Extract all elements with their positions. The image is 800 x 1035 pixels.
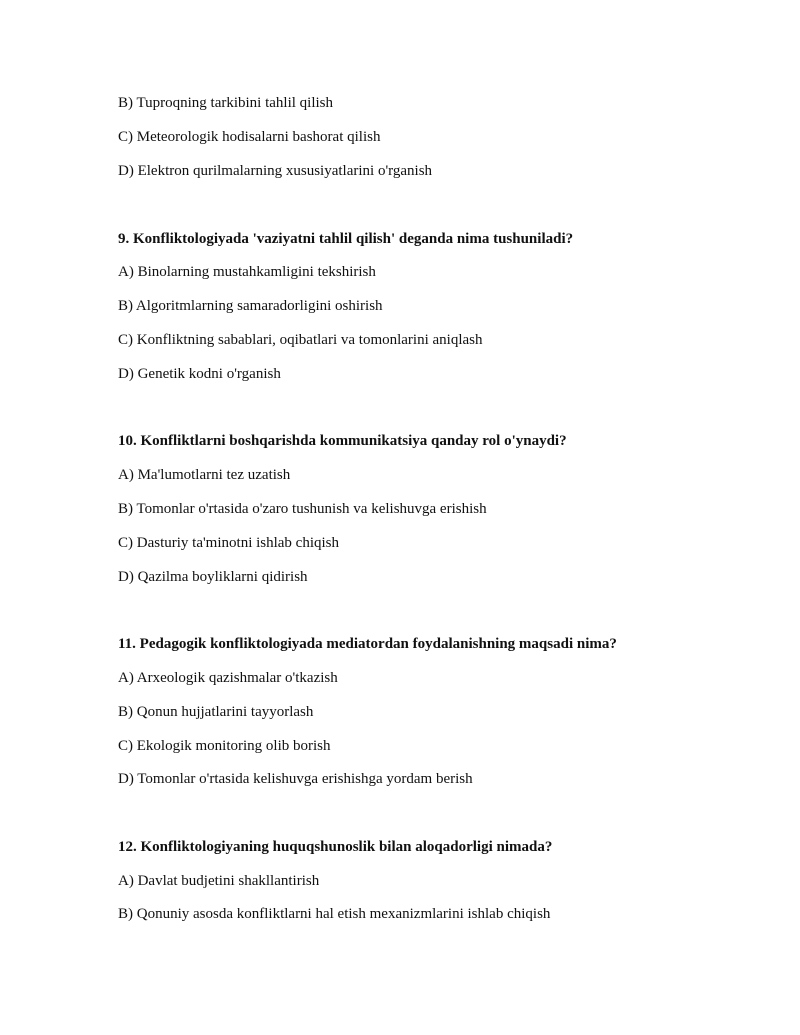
option-line: A) Arxeologik qazishmalar o'tkazish bbox=[118, 670, 338, 686]
option-line: B) Tuproqning tarkibini tahlil qilish bbox=[118, 95, 334, 111]
option-line: C) Ekologik monitoring olib borish bbox=[118, 738, 331, 754]
question-heading: 12. Konfliktologiyaning huquqshunoslik bilan aloqadorligi nimada? bbox=[118, 839, 553, 855]
option-line: A) Davlat budjetini shakllantirish bbox=[118, 873, 320, 889]
option-line: D) Tomonlar o'rtasida kelishuvga erishishga yordam berish bbox=[118, 771, 473, 787]
option-line: D) Elektron qurilmalarning xususiyatlarini o'rganish bbox=[118, 163, 433, 179]
option-line: A) Ma'lumotlarni tez uzatish bbox=[118, 467, 291, 483]
option-line: B) Qonun hujjatlarini tayyorlash bbox=[118, 704, 314, 720]
option-line: C) Konfliktning sabablari, oqibatlari va tomonlarini aniqlash bbox=[118, 332, 483, 348]
option-line: B) Tomonlar o'rtasida o'zaro tushunish va kelishuvga erishish bbox=[118, 501, 487, 517]
option-line: B) Qonuniy asosda konfliktlarni hal etish mexanizmlarini ishlab chiqish bbox=[118, 906, 551, 922]
option-line: D) Genetik kodni o'rganish bbox=[118, 366, 281, 382]
option-line: C) Meteorologik hodisalarni bashorat qilish bbox=[118, 129, 381, 145]
option-line: C) Dasturiy ta'minotni ishlab chiqish bbox=[118, 535, 340, 551]
option-line: A) Binolarning mustahkamligini tekshirish bbox=[118, 264, 376, 280]
option-line: D) Qazilma boyliklarni qidirish bbox=[118, 569, 308, 585]
question-heading: 10. Konfliktlarni boshqarishda kommunikatsiya qanday rol o'ynaydi? bbox=[118, 433, 567, 449]
question-heading: 11. Pedagogik konfliktologiyada mediatordan foydalanishning maqsadi nima? bbox=[118, 636, 617, 652]
question-heading: 9. Konfliktologiyada 'vaziyatni tahlil qilish' deganda nima tushuniladi? bbox=[118, 231, 574, 247]
option-line: B) Algoritmlarning samaradorligini oshirish bbox=[118, 298, 383, 314]
